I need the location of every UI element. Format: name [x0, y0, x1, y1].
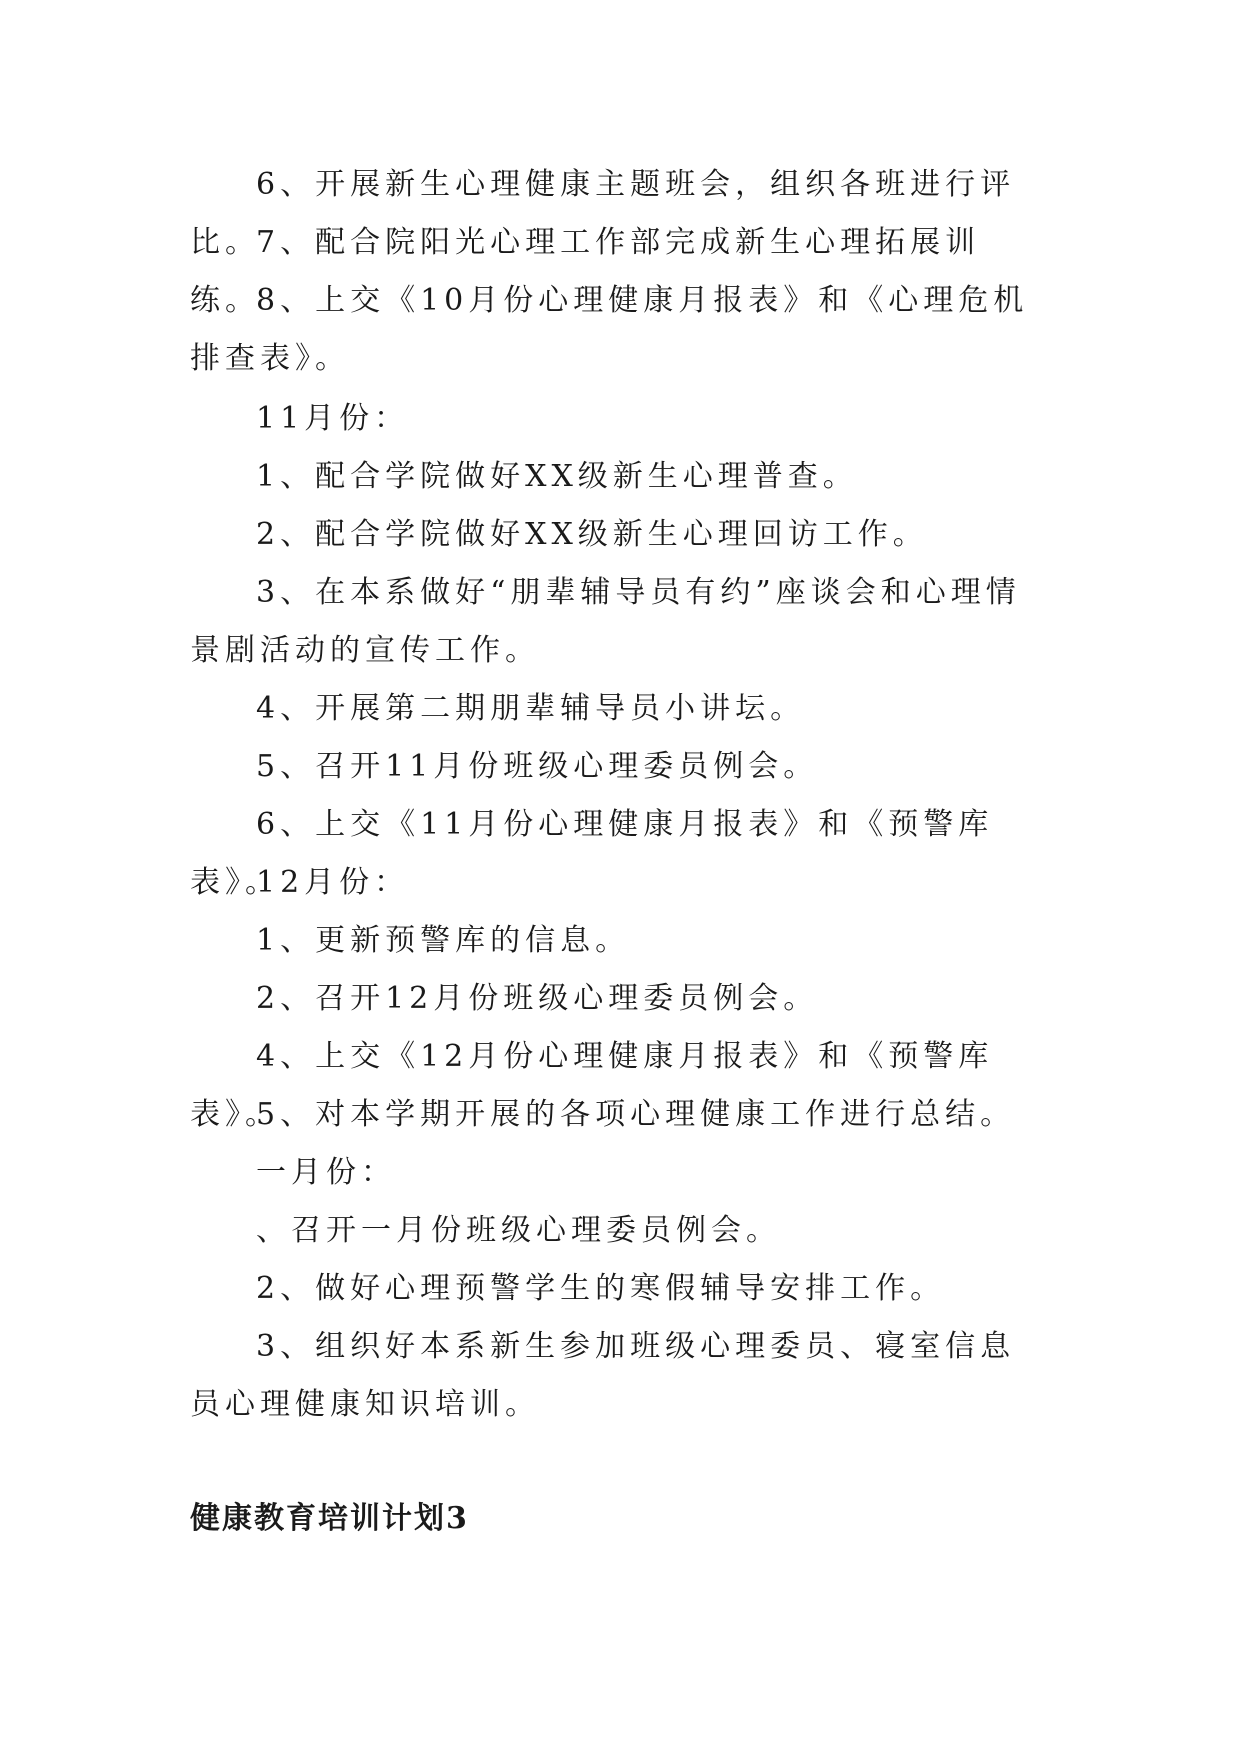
- paragraph-3: 8、上交《10月份心理健康月报表》和《心理危机排查表》。: [190, 283, 1029, 376]
- month-heading-november: 11月份：: [256, 401, 410, 436]
- month-heading-january: 一月份：: [256, 1155, 396, 1190]
- paragraph-9: 5、召开11月份班级心理委员例会。: [256, 749, 819, 784]
- paragraph-18: 2、做好心理预警学生的寒假辅导安排工作。: [256, 1271, 946, 1306]
- paragraph-15: 5、对本学期开展的各项心理健康工作进行总结。: [256, 1097, 1016, 1132]
- paragraph-5: 1、配合学院做好XX级新生心理普查。: [256, 459, 858, 494]
- paragraph-12: 1、更新预警库的信息。: [256, 923, 631, 958]
- paragraph-6: 2、配合学院做好XX级新生心理回访工作。: [256, 517, 928, 552]
- paragraph-10: 6、上交《11月份心理健康月报表》和《预警库表》。: [190, 807, 994, 900]
- paragraph-14: 4、上交《12月份心理健康月报表》和《预警库表》。: [190, 1039, 994, 1132]
- paragraph-17: 、召开一月份班级心理委员例会。: [256, 1213, 781, 1248]
- paragraph-1: 6、开展新生心理健康主题班会，组织各班进行评比。: [190, 167, 1016, 260]
- paragraph-13: 2、召开12月份班级心理委员例会。: [256, 981, 819, 1016]
- paragraph-7: 3、在本系做好“朋辈辅导员有约”座谈会和心理情景剧活动的宣传工作。: [190, 575, 1021, 668]
- section-title: 健康教育培训计划3: [190, 1501, 469, 1536]
- paragraph-19: 3、组织好本系新生参加班级心理委员、寝室信息员心理健康知识培训。: [190, 1329, 1016, 1422]
- paragraph-2: 7、配合院阳光心理工作部完成新生心理拓展训练。: [190, 225, 981, 318]
- paragraph-8: 4、开展第二期朋辈辅导员小讲坛。: [256, 691, 806, 726]
- month-heading-december: 12月份：: [256, 865, 410, 900]
